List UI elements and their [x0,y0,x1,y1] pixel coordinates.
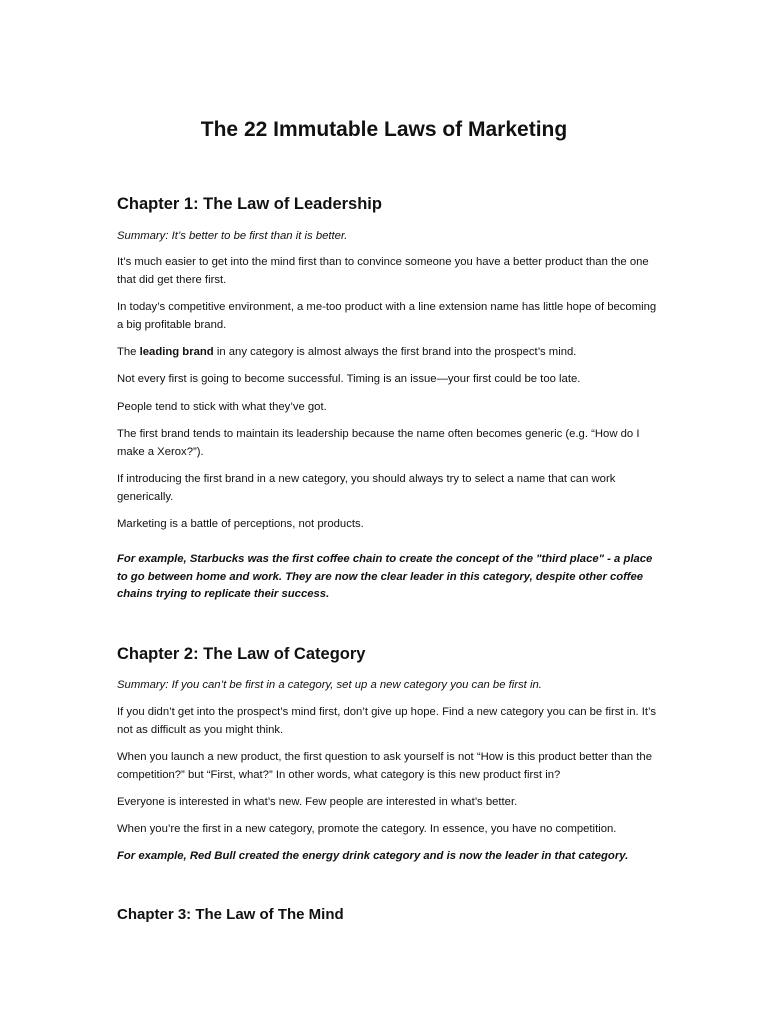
leading-brand-emphasis: leading brand [139,346,214,358]
paragraph-text: in any category is almost always the first brand into the prospect’s mind. [213,346,577,358]
chapter-2-example: For example, Red Bull created the energy drink category and is now the leader in that category. [117,850,629,862]
chapter-1-heading: Chapter 1: The Law of Leadership [117,195,382,213]
chapter-1-paragraph-2: In today’s competitive environment, a me-too product with a line extension name has little hope of becoming a big profitable brand. [117,301,657,331]
chapter-1-paragraph-7: If introducing the first brand in a new category, you should always try to select a name that can work generically. [117,473,616,503]
chapter-2-summary: Summary: If you can’t be first in a category, set up a new category you can be first in. [117,679,542,691]
chapter-2-paragraph-1: If you didn’t get into the prospect’s mind first, don’t give up hope. Find a new category you can be first in. It’s not as difficult as you might think. [117,706,656,736]
chapter-1-summary: Summary: It’s better to be first than it is better. [117,230,348,242]
chapter-2-paragraph-2: When you launch a new product, the first question to ask yourself is not “How is this product better than the competition?” but “First, what?” In other words, what category is this new product first in? [117,751,653,781]
chapter-2-paragraph-4: When you’re the first in a new category, promote the category. In essence, you have no competition. [117,823,617,835]
chapter-2-heading: Chapter 2: The Law of Category [117,645,366,663]
chapter-1-paragraph-6: The first brand tends to maintain its leadership because the name often becomes generic (e.g. “How do I make a Xerox?”). [117,428,640,458]
chapter-1-paragraph-1: It’s much easier to get into the mind first than to convince someone you have a better product than the one that did get there first. [117,256,649,286]
chapter-1-example: For example, Starbucks was the first coffee chain to create the concept of the "third place" - a place to go between home and work. They are now the clear leader in this category, despite other coffee chains trying to replicate their success. [117,553,653,600]
chapter-1-paragraph-5: People tend to stick with what they’ve got. [117,401,327,413]
document-title: The 22 Immutable Laws of Marketing [200,118,568,141]
paragraph-text: The [117,346,140,358]
chapter-1-paragraph-4: Not every first is going to become successful. Timing is an issue—your first could be too late. [117,373,581,385]
chapter-1-paragraph-8: Marketing is a battle of perceptions, not products. [117,518,364,530]
chapter-1-paragraph-3 [117,344,657,362]
chapter-3-heading: Chapter 3: The Law of The Mind [117,906,344,923]
chapter-2-paragraph-3: Everyone is interested in what’s new. Few people are interested in what’s better. [117,796,518,808]
